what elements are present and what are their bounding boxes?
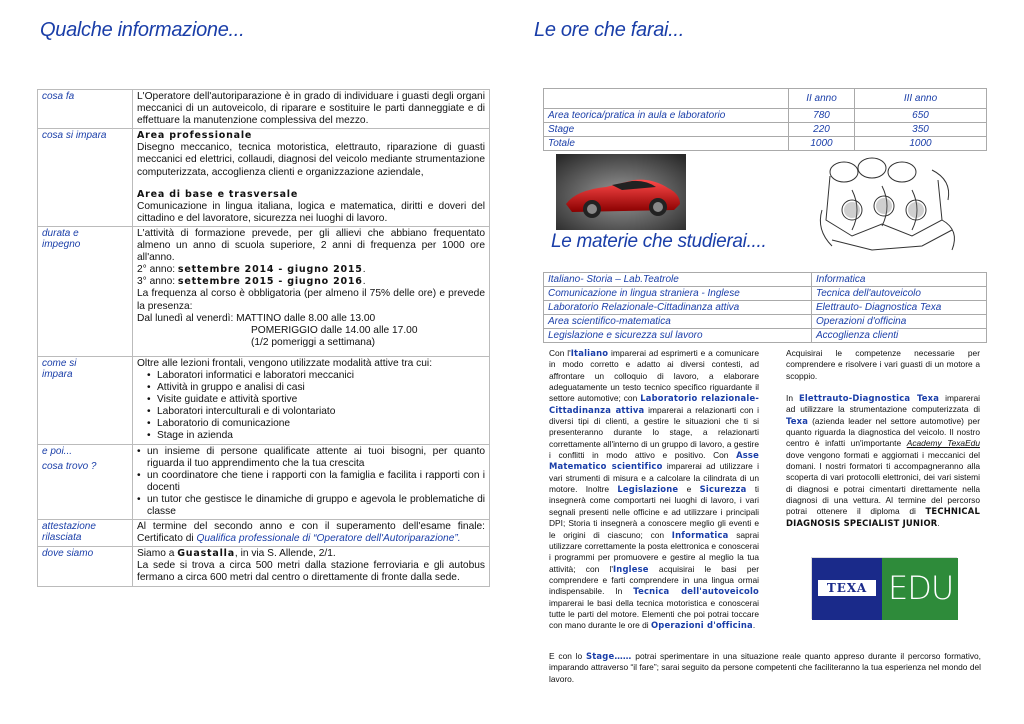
hours-table bbox=[543, 88, 987, 151]
row-value: Area professionale Disegno meccanico, tecnica motoristica, elettrauto, riparazione di guasti meccanici ed elettrici, collaudi, diagnosi del veicolo mediante strumentazione computerizzata, accoglienza clienti e organizzazione aziendale, Area di base e trasversale Comunicazione in lingua italiana, logica e matematica, diritti e doveri del cittadino e del lavoratore, sicurezza nei luoghi di lavoro. bbox=[133, 129, 490, 227]
table-cell: Stage bbox=[544, 123, 789, 137]
area-heading: Area di base e trasversale bbox=[137, 188, 299, 200]
subject-cell: Elettrauto- Diagnostica Texa bbox=[812, 301, 987, 315]
row-value: Al termine del secondo anno e con il superamento dell'esame finale: Certificato di Qualifica professionale di “Operatore dell'Autoriparazione”. bbox=[133, 520, 490, 547]
paragraph-text: In bbox=[786, 393, 799, 404]
table-cell: Area teorica/pratica in aula e laboratorio bbox=[544, 109, 789, 123]
table-cell: 650 bbox=[855, 109, 987, 123]
paragraph-text: . bbox=[937, 517, 940, 528]
support-list bbox=[137, 446, 485, 519]
highlighted-term: Inglese bbox=[612, 563, 649, 574]
paragraph-text: imparerai le basi della tecnica motoristica e conoscerai tutte le parti del motore. Elementi che poi potrai toccare con mano durante le ore di bbox=[549, 597, 759, 631]
paragraph-text: imparerai ad utilizzare la strumentazione computerizzata di bbox=[786, 393, 980, 415]
subject-cell: Italiano- Storia – Lab.Teatrole bbox=[544, 273, 812, 287]
subject-cell: Comunicazione in lingua straniera - Inglese bbox=[544, 287, 812, 301]
highlighted-term: Elettrauto-Diagnostica Texa bbox=[798, 393, 940, 404]
subject-cell: Informatica bbox=[812, 273, 987, 287]
row-value: L'attività di formazione prevede, per gli allievi che abbiano frequentato almeno un anno di scuola superiore, 2 anni di frequenza per 1000 ore all'anno. 2° anno: settembre 2014 - giugno 2015. 3° anno: settembre 2015 - giugno 2016. La frequenza al corso è obbligatoria (per almeno il 75% delle ore) e prevede la presenza: Dal lunedì al venerdì: MATTINO dalle 8.00 alle 13.00 POMERIGGIO dalle 14.00 alle 17.00 (1/2 pomeriggi a settimana) bbox=[133, 226, 490, 356]
paragraph-text: . bbox=[752, 620, 756, 631]
method-list bbox=[147, 370, 485, 443]
subjects-description-right bbox=[786, 348, 980, 529]
table-row bbox=[38, 356, 490, 444]
subject-cell: Operazioni d'officina bbox=[812, 315, 987, 329]
row-key: attestazione rilasciata bbox=[38, 520, 133, 547]
subject-cell: Area scientifico-matematica bbox=[544, 315, 812, 329]
paragraph-text: imparerai a relazionarti con i diversi tipi di clienti, a gestire le situazioni che ti si presenteranno durante lo stage, a relazionarti correttamente all'interno di un gruppo di lavoro, a gestire i conflitti in modo attivo e positivo. Con bbox=[549, 404, 760, 461]
highlighted-term: Italiano bbox=[570, 348, 609, 358]
highlighted-term: TECHNICAL DIAGNOSIS SPECIALIST JUNIOR bbox=[786, 506, 980, 528]
list-item: • un tutor che gestisce le dinamiche di gruppo e agevola le problematiche di classe bbox=[137, 494, 485, 518]
highlighted-term: Operazioni d'officina bbox=[650, 620, 753, 631]
sports-car-image bbox=[556, 154, 686, 230]
paragraph-text: (azienda leader nel settore automotive) per quanto riguarda la diagnostica del veicolo. Il nostro centro è infatti un'importante bbox=[786, 415, 980, 449]
table-cell: Totale bbox=[544, 137, 789, 151]
subjects-table bbox=[543, 272, 987, 343]
engine-drawing-image bbox=[812, 150, 964, 258]
highlighted-term: Stage…… bbox=[585, 651, 632, 661]
table-cell: 220 bbox=[789, 123, 855, 137]
subject-cell: Accoglienza clienti bbox=[812, 329, 987, 343]
list-item: • Laboratori informatici e laboratori meccanici bbox=[147, 370, 485, 382]
list-item: • Stage in azienda bbox=[147, 430, 485, 442]
table-row bbox=[544, 329, 987, 343]
stage-description bbox=[549, 651, 981, 685]
left-title: Qualche informazione... bbox=[40, 19, 245, 41]
highlighted-term: Tecnica dell'autoveicolo bbox=[633, 586, 759, 597]
logo-edu-text: EDU bbox=[888, 569, 954, 607]
subjects-description-left bbox=[549, 348, 759, 662]
table-cell: 1000 bbox=[855, 137, 987, 151]
right-title: Le ore che farai... bbox=[534, 19, 684, 41]
table-cell: 1000 bbox=[789, 137, 855, 151]
highlighted-term: Informatica bbox=[671, 529, 729, 540]
paragraph-text: ti insegnerà come comportarti nei luoghi di lavoro, i vari segnali presenti nelle officine e ad utilizzare i principali DPI; Storia ti insegnerà a conoscere meglio gli eventi e le origini di ciascuno; con bbox=[549, 484, 760, 540]
area-heading: Area professionale bbox=[137, 130, 253, 142]
table-row bbox=[544, 137, 987, 151]
table-row bbox=[544, 301, 987, 315]
info-table bbox=[37, 89, 490, 587]
table-row bbox=[38, 547, 490, 586]
paragraph-text: Acquisirai le competenze necessarie per comprendere e risolvere i vari guasti di un motore a scoppio. bbox=[786, 348, 980, 381]
texa-edu-logo bbox=[811, 557, 957, 619]
list-item: • Attività in gruppo e analisi di casi bbox=[147, 382, 485, 394]
row-key: dove siamo bbox=[38, 547, 133, 586]
col-header: III anno bbox=[855, 89, 987, 109]
row-key: come si impara bbox=[38, 356, 133, 444]
list-item: • Laboratorio di comunicazione bbox=[147, 418, 485, 430]
highlighted-term: Academy TexaEdu bbox=[906, 438, 980, 449]
table-header-row bbox=[544, 89, 987, 109]
highlighted-term: Asse Matematico scientifico bbox=[549, 450, 759, 472]
subjects-title: Le materie che studierai.... bbox=[551, 231, 767, 252]
paragraph-text: dove vengono formati e aggiornati i meccanici del domani. I nostri formatori ti accompagneranno alla scoperta di vari protocolli elettronici, dei vari sistemi di diagnosi e potrai cimentarti direttamente nella diagnosi di una vettura. Al termine del percorso potrai ottenere il diploma di bbox=[786, 449, 980, 517]
paragraph-text: potrai sperimentare in una situazione reale quanto appreso durante il percorso formativo, imparando attraverso “il fare”; sarai seguito da persone competenti che faciliteranno la tua esperienza nel mondo del lavoro. bbox=[549, 651, 981, 684]
highlighted-term: Texa bbox=[786, 415, 809, 426]
subject-cell: Laboratorio Relazionale-Cittadinanza attiva bbox=[544, 301, 812, 315]
table-row bbox=[38, 444, 490, 520]
paragraph-text: acquisirai le basi per comprendere e farti comprendere in una lingua ormai indispensabile. In bbox=[549, 563, 760, 597]
row-value bbox=[133, 444, 490, 520]
list-item: • un insieme di persone qualificate attente ai tuoi bisogni, per quanto riguarda il tuo apprendimento che la tua crescita bbox=[137, 446, 485, 470]
paragraph-text: e bbox=[678, 484, 700, 495]
highlighted-term: Laboratorio relazionale-Cittadinanza attiva bbox=[549, 393, 760, 415]
highlighted-term: Sicurezza bbox=[699, 484, 747, 495]
table-cell: 350 bbox=[855, 123, 987, 137]
row-key: e poi... cosa trovo ? bbox=[38, 444, 133, 520]
table-row bbox=[38, 90, 490, 129]
row-key: durata e impegno bbox=[38, 226, 133, 356]
row-value: Siamo a Guastalla, in via S. Allende, 2/1. La sede si trova a circa 500 metri dalla stazione ferroviaria e gli autobus fermano a circa 600 metri dal centro o direttamente di fronte dalla sede. bbox=[133, 547, 490, 586]
list-item: • Laboratori interculturali e di volontariato bbox=[147, 406, 485, 418]
table-row bbox=[544, 123, 987, 137]
table-row bbox=[38, 226, 490, 356]
paragraph-text: imparerai ad utilizzare i vari strumenti di misura e a calcolare la cilindrata di un motore. Inoltre bbox=[549, 461, 759, 495]
list-item: • un coordinatore che tiene i rapporti con la famiglia e facilita i rapporti con i docenti bbox=[137, 470, 485, 494]
paragraph-text: saprai utilizzare correttamente la posta elettronica e conoscerai i programmi per promuovere e gestire al meglio la tua attività; con l' bbox=[549, 529, 759, 574]
table-row bbox=[544, 273, 987, 287]
row-value: Oltre alle lezioni frontali, vengono utilizzate modalità attive tra cui: • Laboratori informatici e laboratori meccanici • Attività in gruppo e analisi di casi • Visite guidate e attività sportive • Laboratori interculturali e di volontariato • Laboratorio di comunicazione • Stage in azienda bbox=[133, 356, 490, 444]
table-row bbox=[38, 129, 490, 227]
paragraph-text: Con l' bbox=[549, 348, 571, 358]
subject-cell: Tecnica dell'autoveicolo bbox=[812, 287, 987, 301]
table-row bbox=[544, 109, 987, 123]
paragraph-text: E con lo bbox=[549, 651, 586, 661]
table-row bbox=[544, 315, 987, 329]
table-row bbox=[544, 287, 987, 301]
col-header: II anno bbox=[789, 89, 855, 109]
paragraph-text: imparerai ad esprimerti e a comunicare in modo corretto e adatto ai diversi contesti, ad affrontare un colloquio di lavoro, a elaborare adeguatamente un testo tecnico specifico riguardante il settore automotive; con bbox=[549, 348, 759, 404]
list-item: • Visite guidate e attività sportive bbox=[147, 394, 485, 406]
subject-cell: Legislazione e sicurezza sul lavoro bbox=[544, 329, 812, 343]
table-row bbox=[38, 520, 490, 547]
highlighted-term: Legislazione bbox=[617, 484, 679, 495]
logo-texa-text: TEXA bbox=[818, 580, 876, 596]
row-value: L'Operatore dell'autoriparazione è in grado di individuare i guasti degli organi meccanici di un autoveicolo, di riparare e sostituire le parti danneggiate e di effettuare la manutenzione complessiva del mezzo. bbox=[133, 90, 490, 129]
table-cell: 780 bbox=[789, 109, 855, 123]
row-key: cosa si impara bbox=[38, 129, 133, 227]
row-key: cosa fa bbox=[38, 90, 133, 129]
